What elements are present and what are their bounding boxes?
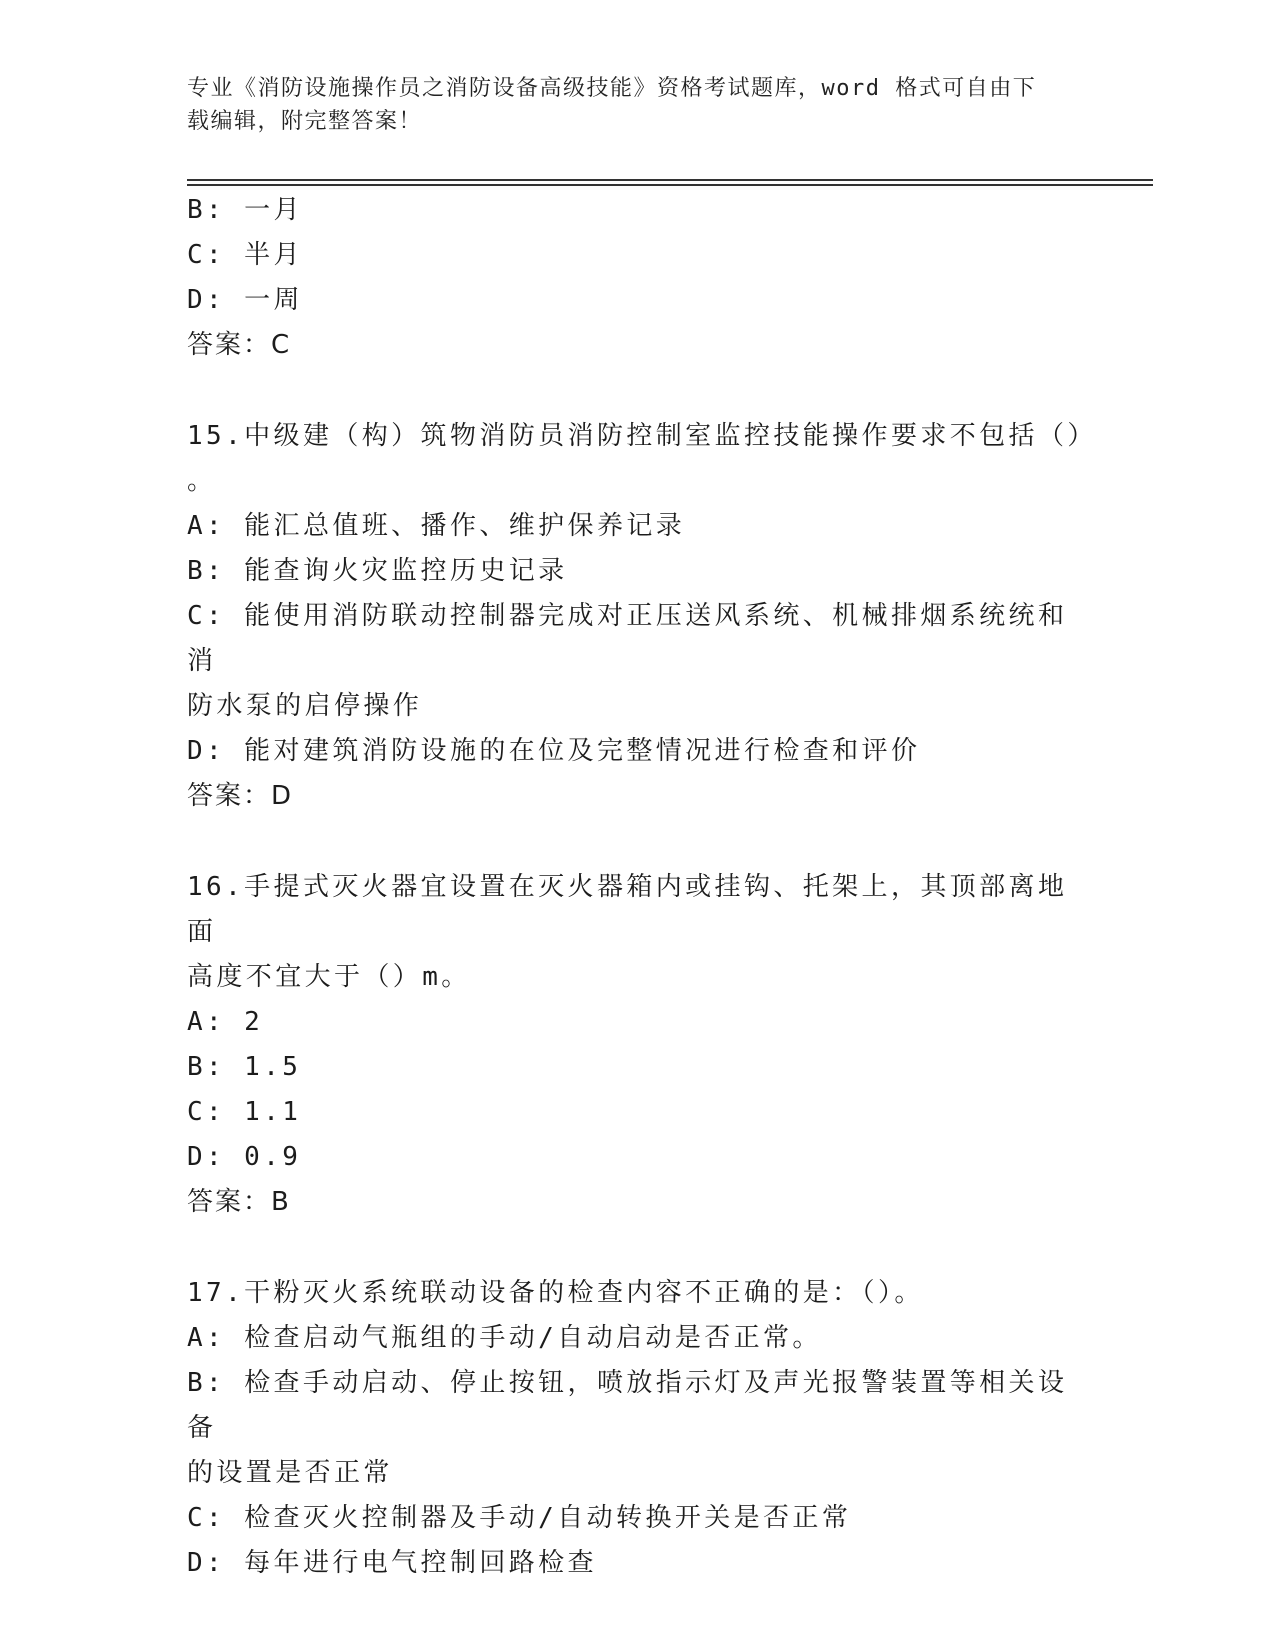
question-17-block [187, 1271, 1087, 1586]
option-c: C: 检查灭火控制器及手动/自动转换开关是否正常 [187, 1503, 852, 1533]
header-divider-bottom [187, 184, 1153, 186]
option-b-cont: 的设置是否正常 [187, 1458, 393, 1488]
option-b: B: 1.5 [187, 1052, 302, 1082]
option-b: B: 能查询火灾监控历史记录 [187, 556, 568, 586]
option-d: D: 每年进行电气控制回路检查 [187, 1548, 597, 1578]
answer-label: 答案：B [187, 1187, 291, 1217]
question-title-cont: 高度不宜大于（）m。 [187, 962, 471, 992]
option-b: B: 一月 [187, 195, 303, 225]
question-15-block [187, 414, 1097, 819]
question-title-cont: 。 [187, 466, 217, 496]
option-d: D: 0.9 [187, 1142, 302, 1172]
option-a: A: 能汇总值班、播作、维护保养记录 [187, 511, 686, 541]
header-line-2: 载编辑，附完整答案！ [187, 109, 423, 134]
question-title: 16.手提式灭火器宜设置在灭火器箱内或挂钩、托架上，其顶部离地面 [187, 872, 1068, 947]
option-c: C: 1.1 [187, 1097, 302, 1127]
question-title: 15.中级建（构）筑物消防员消防控制室监控技能操作要求不包括（） [187, 421, 1097, 451]
question-list [187, 188, 1097, 1586]
option-d: D: 一周 [187, 285, 303, 315]
option-c-cont: 防水泵的启停操作 [187, 691, 423, 721]
question-title: 17.干粉灭火系统联动设备的检查内容不正确的是：（）。 [187, 1278, 924, 1308]
option-c: C: 半月 [187, 240, 303, 270]
prev-question-block [187, 188, 1087, 368]
question-16-block [187, 865, 1087, 1225]
header-line-1: 专业《消防设施操作员之消防设备高级技能》资格考试题库，word 格式可自由下 [187, 76, 1037, 101]
option-b: B: 检查手动启动、停止按钮，喷放指示灯及声光报警装置等相关设备 [187, 1368, 1068, 1443]
option-a: A: 2 [187, 1007, 264, 1037]
answer-label: 答案：D [187, 781, 294, 811]
option-c: C: 能使用消防联动控制器完成对正压送风系统、机械排烟系统统和消 [187, 601, 1068, 676]
spacer [187, 819, 1087, 865]
answer-label: 答案：C [187, 330, 292, 360]
document-header [187, 72, 1067, 138]
spacer [187, 1225, 1087, 1271]
option-d: D: 能对建筑消防设施的在位及完整情况进行检查和评价 [187, 736, 921, 766]
spacer [187, 368, 1087, 414]
header-divider-top [187, 179, 1153, 181]
option-a: A: 检查启动气瓶组的手动/自动启动是否正常。 [187, 1323, 822, 1353]
